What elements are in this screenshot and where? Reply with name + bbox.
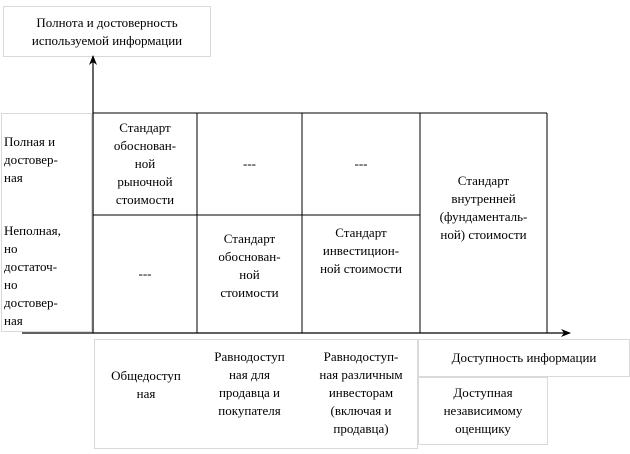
column-label-public: Общедоступ ная [111,368,181,401]
column-label-investors: Равнодоступ- ная различным инвесторам (включая и продавца) [319,349,403,436]
cell-empty-r2c1: --- [138,266,152,281]
cell-market-value-standard: Стандарт обоснован- ной рыночной стоимости [113,120,177,207]
cell-empty-r1c2: --- [243,156,256,171]
cell-justified-value-standard: Стандарт обоснован- ной стоимости [218,231,281,300]
cell-empty-r1c3: --- [354,156,368,171]
cell-investment-value-standard: Стандарт инвестицион- ной стоимости [320,225,402,276]
cell-intrinsic-value-standard: Стандарт внутренней (фундаменталь- ной) стоимости [439,173,528,242]
row-label-complete: Полная и достовер- ная [4,134,58,185]
y-axis-title: Полнота и достоверность используемой информации [31,14,183,48]
column-label-independent-appraiser: Доступная независимому оценщику [443,385,523,436]
column-label-seller-buyer: Равнодоступ ная для продавца и покупателя [214,349,285,418]
row-label-incomplete: Неполная, но достаточ- но достовер- ная [4,223,61,328]
x-axis-title: Доступность информации [451,350,597,365]
